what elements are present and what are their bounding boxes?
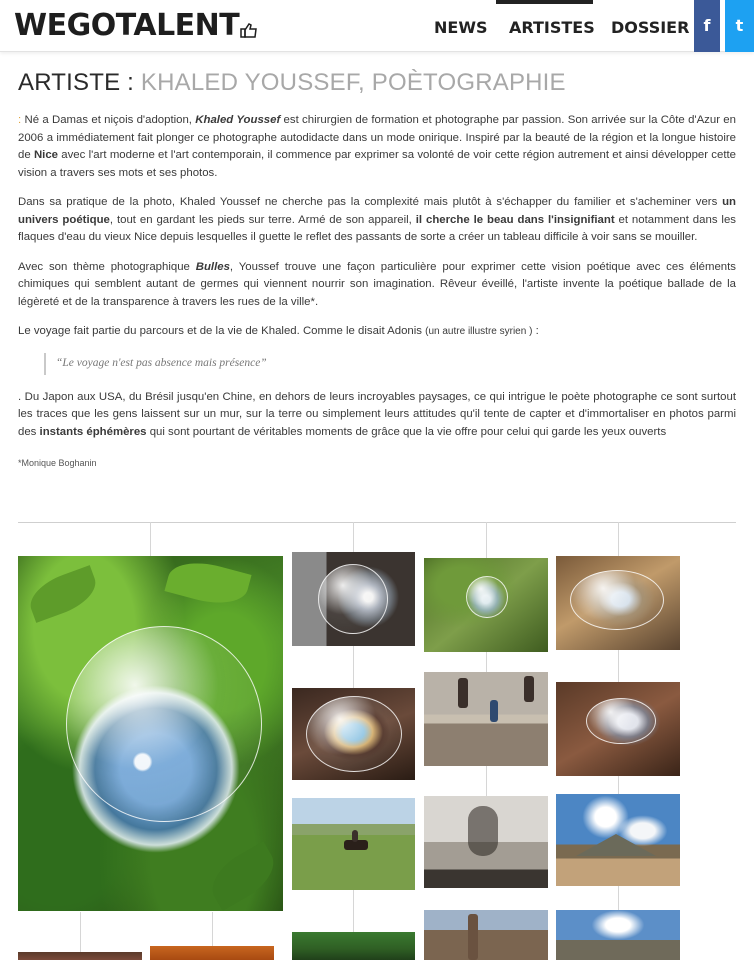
aside-small: (un autre illustre syrien ) <box>425 326 533 337</box>
blockquote: “Le voyage n'est pas absence mais présence” <box>44 353 736 375</box>
text: Avec son thème photographique <box>18 260 196 273</box>
thumbs-up-icon <box>240 22 258 38</box>
site-logo[interactable]: WEGOTALENT <box>14 8 240 43</box>
site-header <box>0 0 754 52</box>
shadow-shape <box>468 806 498 856</box>
gallery-connector <box>150 522 151 556</box>
rider-shape <box>352 830 358 842</box>
gallery-connector <box>486 522 487 558</box>
leaf-shape <box>203 841 283 911</box>
gallery-connector <box>353 890 354 932</box>
emphasis-bold: instants éphémères <box>39 425 147 438</box>
gallery-photo-tower-building[interactable] <box>424 910 548 960</box>
paragraph-traces <box>18 389 736 442</box>
emphasis-bold: un univers poétique <box>18 196 736 226</box>
tower-shape <box>468 914 478 960</box>
passerby-shape <box>524 676 534 702</box>
bubble-shape <box>306 696 402 772</box>
gallery-photo-puddle-reflection-street[interactable] <box>424 672 548 766</box>
title-prefix: ARTISTE : <box>18 69 135 96</box>
nav-item-news[interactable]: NEWS <box>434 18 488 37</box>
text: avec l'art moderne et l'art contemporain, il commence par exprimer sa volonté de voir cette région autrement et ainsi développer cette vision a travers ses mots et ses photos. <box>18 149 736 179</box>
page-title <box>18 68 566 98</box>
gallery-connector <box>618 776 619 794</box>
gallery-connector <box>618 886 619 910</box>
emphasis-bold: il cherche le beau dans l'insignifiant <box>415 213 615 226</box>
gallery-photo-green-leaves-bubble[interactable] <box>18 556 283 911</box>
author-credit: *Monique Boghanin <box>18 458 97 468</box>
bubble-shape <box>466 576 508 618</box>
city-name-bold: Nice <box>33 149 58 161</box>
gallery-connector <box>486 652 487 672</box>
hill-shape <box>576 834 656 856</box>
bubble-shape <box>570 570 664 630</box>
passerby-shape <box>458 678 468 708</box>
paragraph-lead-marker: : <box>18 114 22 126</box>
article-body <box>18 112 736 473</box>
facebook-button[interactable] <box>694 0 720 52</box>
text: . Du Japon aux USA, du Brésil jusqu'en Chine, en dehors de leurs incroyables paysages, ce qui intrigue le poète photographe ce sont surtout les traces que les gens laissent sur un mur, sur la terre ou simplement leurs attitudes qu'il tente de capter et d'immortaliser en photos parmi des <box>18 390 736 438</box>
text: Dans sa pratique de la photo, Khaled Youssef ne cherche pas la complexité mais plutôt à s'échapper du familier et s'acheminer vers <box>18 196 723 208</box>
theme-name-bold: Bulles <box>195 260 230 273</box>
artist-name-bold: Khaled Youssef <box>195 114 281 126</box>
gallery-photo-green-foliage[interactable] <box>292 932 415 960</box>
gallery-photo-orange-surface[interactable] <box>150 946 274 960</box>
gallery-photo-clouds-over-hills[interactable] <box>556 794 680 886</box>
paragraph-intro <box>18 112 736 182</box>
bubble-shape <box>586 698 656 744</box>
photo-gallery <box>0 522 754 960</box>
text: , tout en gardant les pieds sur terre. Armé de son appareil, <box>109 213 416 226</box>
gallery-photo-rider-on-horse-meadow[interactable] <box>292 798 415 890</box>
gallery-connector <box>212 912 213 946</box>
text: Né a Damas et niçois d'adoption, <box>21 114 196 126</box>
leaf-shape <box>164 556 251 612</box>
gallery-photo-iridescent-bubble[interactable] <box>292 688 415 780</box>
gallery-connector <box>618 522 619 556</box>
text: et notamment dans les flaques d'eau du vieux Nice depuis lesquelles il guette le reflet des passants de sorte a créer un tableau difficile à voir sans se mouiller. <box>18 213 736 243</box>
twitter-button[interactable] <box>725 0 754 52</box>
text: : <box>532 325 539 337</box>
gallery-photo-red-wall[interactable] <box>18 952 142 960</box>
text: est chirurgien de formation et photographe par passion. Son arrivée sur la Côte d'Azur en 2006 a immédiatement fait plonger ce photographe autodidacte dans un mode onirique. Inspiré par la beauté de la région et la longue histoire de <box>18 114 736 161</box>
leaf-shape <box>24 565 102 623</box>
title-artist-name: KHALED YOUSSEF, POÈTOGRAPHIE <box>140 69 566 96</box>
twitter-icon: t <box>735 16 744 35</box>
nav-item-artistes[interactable]: ARTISTES <box>509 18 595 37</box>
gallery-photo-bubble-on-moss[interactable] <box>424 558 548 652</box>
gallery-connector <box>353 646 354 688</box>
gallery-photo-clouds-landscape[interactable] <box>556 910 680 960</box>
text: , Youssef trouve une façon particulière pour exprimer cette vision poétique avec ces éléments chimiques qui semblent autant de germes qui viennent nourrir son imagination. Rêveur éveillé, l'artiste invente la poétique ballade de la légèreté et de la transparence à travers les rues de la ville*. <box>18 260 736 308</box>
paragraph-bubbles <box>18 259 736 312</box>
bubble-shape <box>66 626 262 822</box>
gallery-connector <box>80 912 81 952</box>
gallery-photo-shadow-on-wall[interactable] <box>424 796 548 888</box>
facebook-icon: f <box>703 16 711 35</box>
gallery-photo-bubble-on-rock[interactable] <box>556 682 680 776</box>
gallery-photo-bubble-on-wall[interactable] <box>292 552 415 646</box>
text: Le voyage fait partie du parcours et de la vie de Khaled. Comme le disait Adonis <box>18 325 426 337</box>
nav-item-dossier[interactable]: DOSSIER <box>611 18 690 37</box>
text: qui sont pourtant de véritables moments de grâce que la vie offre pour celui qui garde les yeux ouverts <box>146 425 667 438</box>
bubble-shape <box>318 564 388 634</box>
paragraph-travel <box>18 323 736 341</box>
paragraph-practice <box>18 194 736 247</box>
gallery-photo-bubble-on-stone[interactable] <box>556 556 680 650</box>
gallery-connector <box>486 766 487 796</box>
gallery-divider <box>18 522 736 523</box>
gallery-connector <box>353 522 354 552</box>
gallery-connector <box>618 650 619 682</box>
child-shape <box>490 700 498 722</box>
nav-active-indicator <box>496 0 593 4</box>
